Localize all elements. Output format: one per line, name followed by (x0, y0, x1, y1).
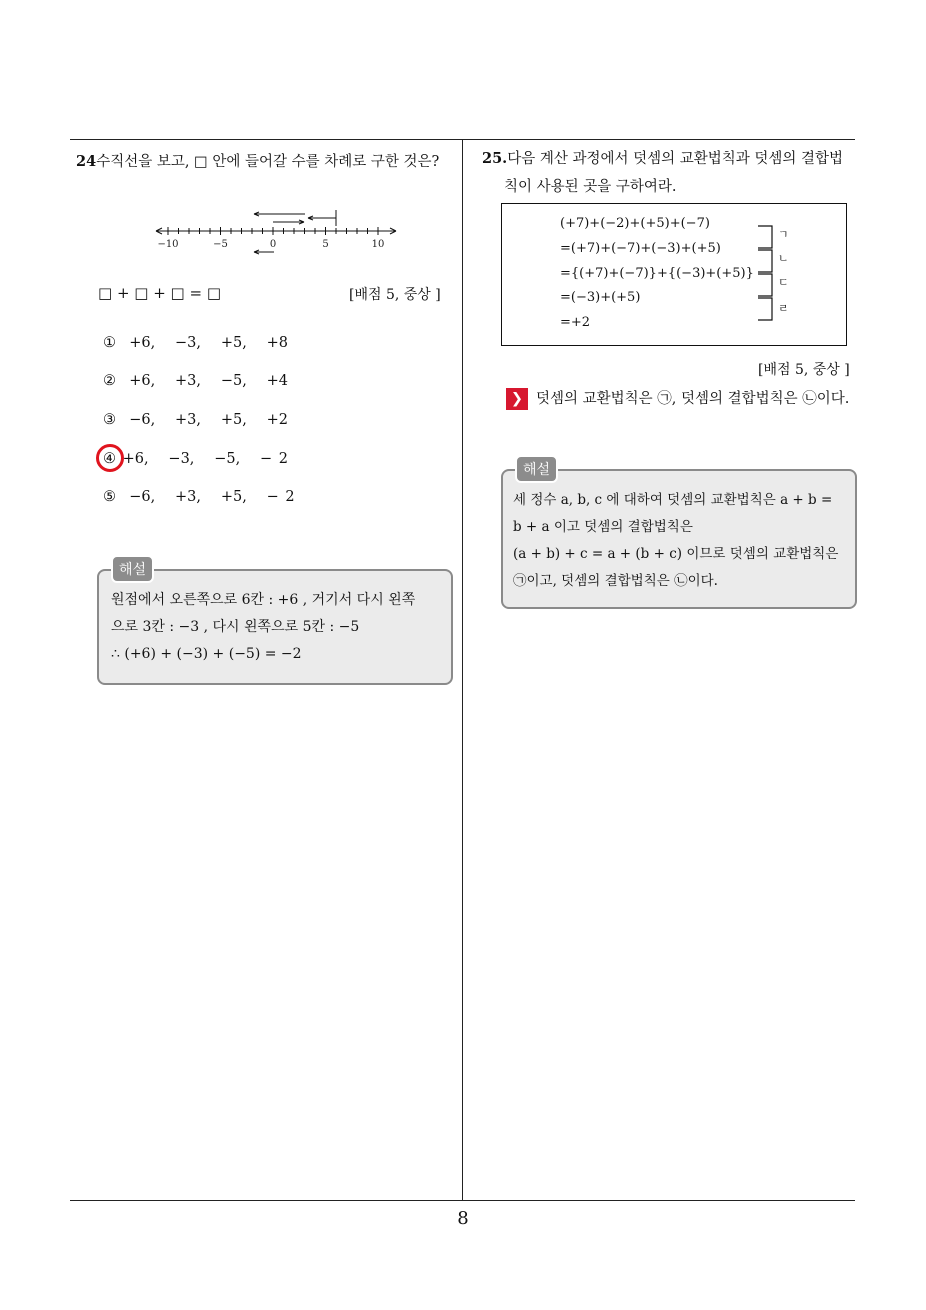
calc-line-4: =(−3)+(+5) (560, 290, 641, 305)
bracket-label-1: ㄱ (778, 228, 789, 241)
calc-line-5: =+2 (560, 315, 591, 330)
q25-solution-text (513, 487, 849, 595)
q25-answer-text: 덧셈의 교환법칙은 ㉠, 덧셈의 결합법칙은 ㉡이다. (536, 391, 850, 407)
q25-title (482, 145, 862, 201)
q24-solution-line-2: 으로 3칸 : −3 , 다시 왼쪽으로 5칸 : −5 (111, 619, 360, 635)
q24-solution-line-3: ∴ (+6) + (−3) + (−5) = −2 (111, 646, 302, 662)
move-arrow-minus3 (308, 210, 336, 226)
tick-label-0: 0 (269, 239, 277, 250)
q25-question-line-2: 칙이 사용된 곳을 구하여라. (504, 179, 677, 195)
choice-mark: ⑤ (103, 489, 116, 505)
choice-text: −6, +3, +5, +2 (129, 412, 289, 428)
q25-solution-line-1: 세 정수 a, b, c 에 대하여 덧셈의 교환법칙은 a + b = (513, 492, 833, 508)
tick-label-10: 10 (371, 239, 385, 250)
selected-answer-circle (96, 444, 124, 472)
choice-mark: ① (103, 335, 116, 351)
q24-solution-text (111, 587, 447, 668)
move-arrow-minus5 (254, 212, 305, 216)
q25-question-line-1: 다음 계산 과정에서 덧셈의 교환법칙과 덧셈의 결합법 (507, 151, 844, 167)
q25-solution-tag: 해설 (515, 455, 558, 483)
q24-solution-tag: 해설 (111, 555, 154, 583)
axis-ticks (168, 227, 378, 235)
calc-line-3: ={(+7)+(−7)}+{(−3)+(+5)} (560, 266, 754, 281)
tick-label-minus5: −5 (213, 239, 228, 250)
choice-text: +6, −3, −5, − 2 (122, 451, 289, 467)
q24-score: [배점 5, 중상 ] (349, 287, 441, 303)
q25-solution-line-2: b + a 이고 덧셈의 결합법칙은 (513, 519, 693, 535)
bracket-label-4: ㄹ (778, 302, 789, 315)
choice-mark: ③ (103, 412, 116, 428)
q25-solution-line-3: (a + b) + c = a + (b + c) 이므로 덧셈의 교환법칙은 (513, 546, 839, 562)
bracket-2 (758, 250, 772, 272)
bracket-label-2: ㄴ (778, 252, 789, 265)
q24-title (76, 150, 461, 171)
tick-label-minus10: −10 (157, 239, 179, 250)
q25-score: [배점 5, 중상 ] (758, 362, 850, 378)
tick-label-5: 5 (322, 239, 329, 250)
choice-5[interactable] (103, 489, 295, 505)
q25-number: 25. (482, 150, 508, 167)
choice-text: +6, +3, −5, +4 (129, 373, 289, 389)
choice-text: +6, −3, +5, +8 (129, 335, 289, 351)
move-arrow-plus6 (273, 220, 304, 224)
q24-expression: □ + □ + □ = □ (98, 284, 222, 302)
bracket-3 (758, 274, 772, 296)
result-arrow (254, 250, 274, 254)
q24-solution-line-1: 원점에서 오른쪽으로 6칸 : +6 , 거기서 다시 왼쪽 (111, 592, 416, 608)
calc-line-2: =(+7)+(−7)+(−3)+(+5) (560, 241, 721, 256)
choice-1[interactable] (103, 335, 288, 351)
arrow-right-icon: ❯ (506, 388, 528, 410)
page-number: 8 (457, 1208, 469, 1229)
bottom-rule (70, 1200, 855, 1201)
number-line-diagram (150, 200, 410, 260)
q24-question: 수직선을 보고, □ 안에 들어갈 수를 차례로 구한 것은? (96, 154, 440, 170)
q25-answer (506, 387, 849, 410)
column-divider (462, 139, 463, 1201)
q24-number: 24 (76, 153, 97, 170)
bracket-4 (758, 298, 772, 320)
calc-line-1: (+7)+(−2)+(+5)+(−7) (560, 216, 710, 231)
bracket-label-3: ㄷ (778, 276, 789, 289)
choice-text: −6, +3, +5, − 2 (129, 489, 295, 505)
bracket-1 (758, 226, 772, 248)
calculation-box (501, 203, 847, 346)
choice-4[interactable] (103, 451, 288, 467)
choice-3[interactable] (103, 412, 288, 428)
q25-solution-line-4: ㉠이고, 덧셈의 결합법칙은 ㉡이다. (513, 573, 718, 589)
choice-mark: ② (103, 373, 116, 389)
choice-2[interactable] (103, 373, 288, 389)
choice-mark: ④ (103, 451, 116, 467)
